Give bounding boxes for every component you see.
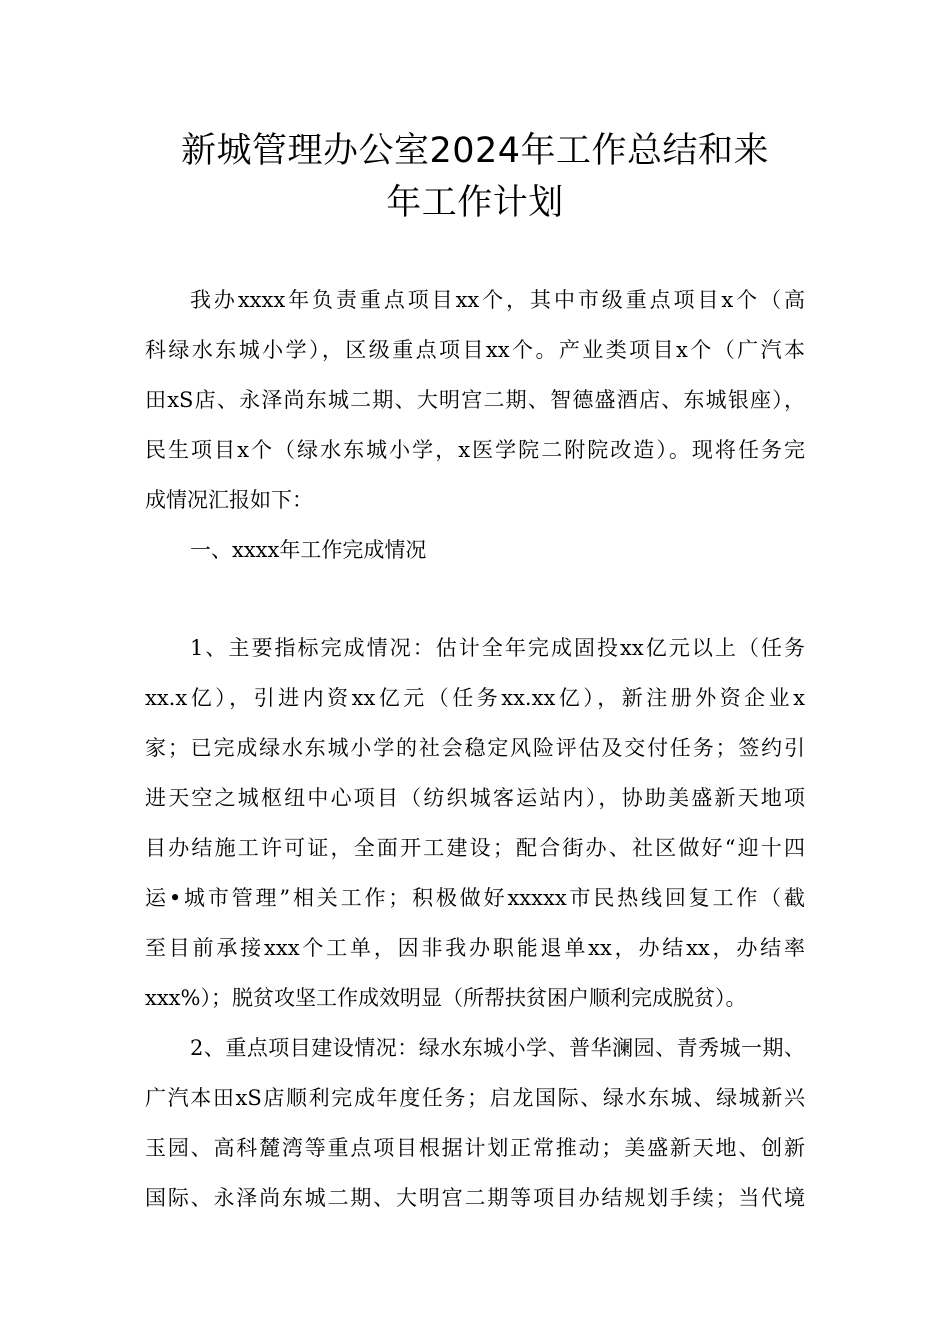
body-line: 目办结施工许可证，全面开工建设；配合街办、社区做好“迎十四 xyxy=(145,836,805,860)
body-line: 我办xxxx年负责重点项目xx个，其中市级重点项目x个（高 xyxy=(190,288,805,312)
body-line: 国际、永泽尚东城二期、大明宫二期等项目办结规划手续；当代境 xyxy=(145,1186,805,1210)
body-line: 民生项目x个（绿水东城小学，x医学院二附院改造）。现将任务完 xyxy=(145,438,805,462)
body-line: 家；已完成绿水东城小学的社会稳定风险评估及交付任务；签约引 xyxy=(145,736,805,760)
body-line: 科绿水东城小学），区级重点项目xx个。产业类项目x个（广汽本 xyxy=(145,338,805,362)
body-line: 2、重点项目建设情况：绿水东城小学、普华澜园、青秀城一期、 xyxy=(190,1036,805,1060)
body-line: 进天空之城枢纽中心项目（纺织城客运站内），协助美盛新天地项 xyxy=(145,786,805,810)
body-line: 运•城市管理”相关工作；积极做好xxxxx市民热线回复工作（截 xyxy=(145,886,805,910)
body-line: 田xS店、永泽尚东城二期、大明宫二期、智德盛酒店、东城银座）， xyxy=(145,388,805,412)
body-line: 玉园、高科麓湾等重点项目根据计划正常推动；美盛新天地、创新 xyxy=(145,1136,805,1160)
section-heading: 一、xxxx年工作完成情况 xyxy=(190,538,427,562)
document-title-line-1: 新城管理办公室2024年工作总结和来 xyxy=(180,131,770,171)
body-line: 广汽本田xS店顺利完成年度任务；启龙国际、绿水东城、绿城新兴 xyxy=(145,1086,805,1110)
body-line: 至目前承接xxx个工单，因非我办职能退单xx，办结xx，办结率 xyxy=(145,936,805,960)
body-line: 成情况汇报如下： xyxy=(145,488,313,512)
body-line: 1、主要指标完成情况：估计全年完成固投xx亿元以上（任务 xyxy=(190,636,805,660)
body-line: xx.x亿），引进内资xx亿元（任务xx.xx亿），新注册外资企业x xyxy=(145,686,805,710)
body-line: xxx%）；脱贫攻坚工作成效明显（所帮扶贫困户顺利完成脱贫）。 xyxy=(145,986,747,1010)
document-title-line-2: 年工作计划 xyxy=(386,183,564,223)
